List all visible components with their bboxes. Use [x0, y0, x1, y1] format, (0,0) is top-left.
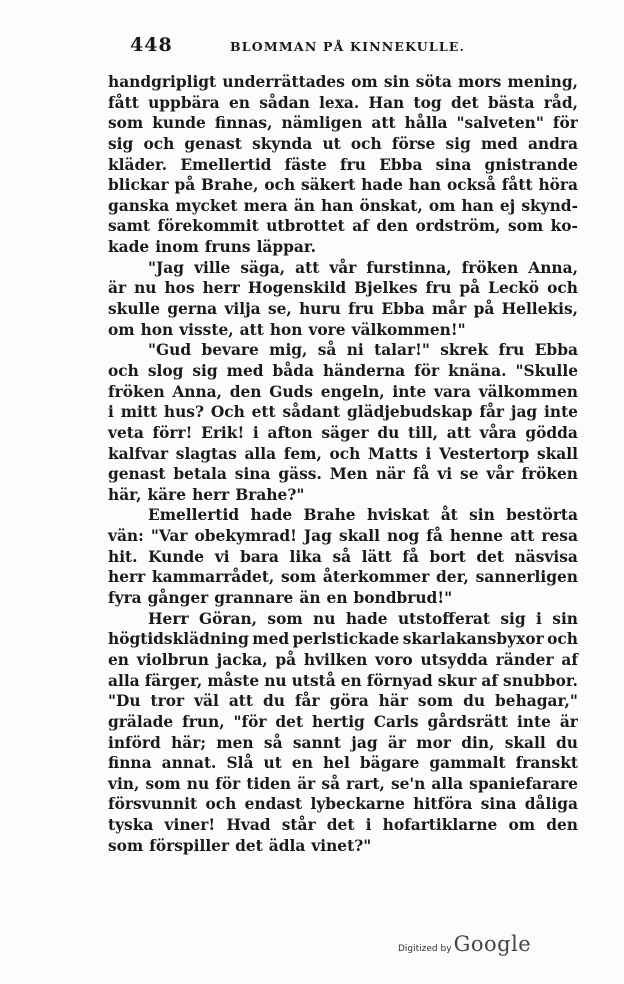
text-line: om hon visste, att hon vore välkommen!"	[108, 320, 466, 339]
text-line: samt förekommit utbrottet af den ordström, som ko-	[108, 217, 578, 236]
text-line: skulle gerna vilja se, huru fru Ebba mår på Hellekis,	[108, 300, 578, 319]
google-logo: Google	[453, 932, 532, 956]
text-line: kade inom fruns läppar.	[108, 238, 316, 257]
text-line: finna annat. Slå ut en hel bägare gammalt franskt	[108, 754, 578, 773]
text-line: en violbrun jacka, på hvilken voro utsydda ränder af	[108, 650, 578, 669]
text-line: är nu hos herr Hogenskild Bjelkes fru på Leckö och	[108, 279, 578, 298]
text-line: sig och genast skynda ut och förse sig med andra	[108, 134, 578, 153]
text-line: "Du tror väl att du får göra här som du behagar,"	[108, 692, 578, 711]
text-line: Emellertid hade Brahe hviskat åt sin bestörta	[148, 506, 578, 525]
text-line: handgripligt underrättades om sin söta mors mening,	[108, 73, 578, 91]
text-line: "Jag ville säga, att vår furstinna, fröken Anna,	[148, 258, 578, 277]
text-line: hit. Kunde vi bara lika så lätt få bort det näsvisa	[108, 547, 578, 566]
text-line: vän: "Var obekymrad! Jag skall nog få henne att resa	[108, 527, 578, 546]
text-line: tyska viner! Hvad står det i hofartiklarne om den	[108, 816, 578, 835]
text-line: fröken Anna, den Guds engeln, inte vara välkommen	[108, 382, 578, 401]
text-line: vin, som nu för tiden är så rart, se'n alla spaniefarare	[108, 774, 578, 793]
running-title: BLOMMAN PÅ KINNEKULLE.	[230, 39, 466, 54]
text-line: och slog sig med båda händerna för knäna. "Skulle	[108, 361, 578, 380]
text-line: alla färger, måste nu utstå en förnyad skur af snubbor.	[108, 671, 578, 690]
text-line: fått uppbära en sådan lexa. Han tog det bästa råd,	[108, 93, 578, 112]
text-line: kalfvar slagtas alla fem, och Matts i Vestertorp skall	[108, 444, 578, 463]
text-line: grälade frun, "för det hertig Carls gårdsrätt inte är	[108, 712, 578, 731]
text-line: i mitt hus? Och ett sådant glädjebudskap får jag inte	[108, 403, 578, 422]
digitized-by-label: Digitized by	[398, 944, 452, 954]
text-line: försvunnit och endast lybeckarne hitföra sina dåliga	[108, 795, 578, 814]
text-line: högtidsklädning med perlstickade skarlakansbyxor och	[108, 630, 578, 649]
text-line: som kunde finnas, nämligen att hålla "salveten" för	[108, 114, 578, 133]
text-line: blickar på Brahe, och säkert hade han också fått höra	[108, 176, 578, 195]
text-line: herr kammarrådet, som återkommer der, sannerligen	[108, 568, 578, 587]
text-line: som förspiller det ädla vinet?"	[108, 836, 372, 855]
text-line: Herr Göran, som nu hade utstofferat sig i sin	[148, 609, 578, 628]
page-header	[108, 34, 578, 64]
text-line: veta förr! Erik! i afton säger du till, att våra gödda	[108, 423, 578, 442]
text-line: fyra gånger grannare än en bondbrud!"	[108, 589, 453, 608]
text-line: "Gud bevare mig, så ni talar!" skrek fru Ebba	[148, 341, 578, 360]
text-line: genast betala sina gäss. Men när få vi se vår fröken	[108, 465, 578, 484]
text-line: här, käre herr Brahe?"	[108, 485, 305, 504]
page-number: 448	[130, 34, 173, 56]
digitized-watermark	[398, 932, 531, 962]
text-line: ganska mycket mera än han önskat, om han ej skynd-	[108, 196, 578, 215]
text-line: införd här; men så sannt jag är mor din, skall du	[108, 733, 578, 752]
body-text	[108, 72, 578, 856]
text-line: kläder. Emellertid fäste fru Ebba sina gnistrande	[108, 155, 578, 174]
